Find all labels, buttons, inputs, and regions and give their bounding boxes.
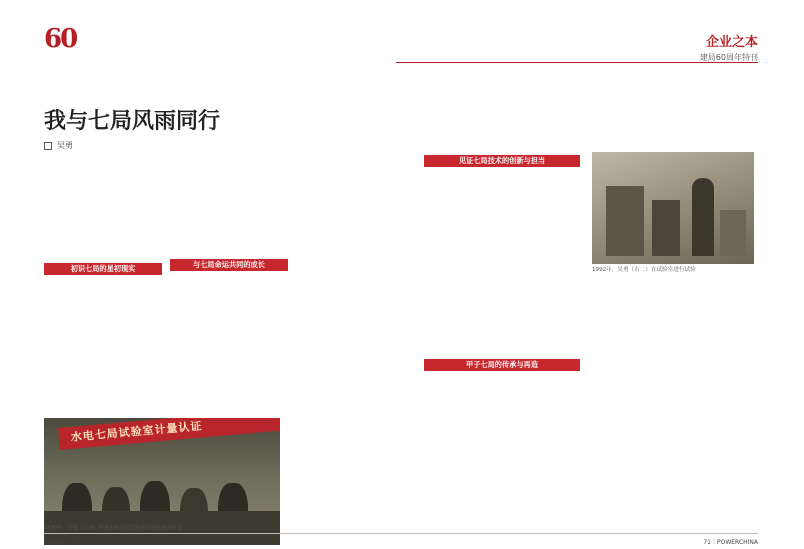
column-header xyxy=(700,31,758,63)
lab-equipment xyxy=(606,186,644,256)
author-name: 吴勇 xyxy=(57,141,73,150)
header-divider xyxy=(396,62,758,63)
author-line xyxy=(44,140,73,151)
column-2-top xyxy=(170,152,288,256)
meeting-photo-caption: 1990年，吴勇（左四）参加水电七局试验室计量认证评审会 xyxy=(44,525,182,531)
anniversary-logo xyxy=(44,24,88,54)
column-4-bottom xyxy=(424,374,580,526)
lab-photo xyxy=(592,152,754,264)
author-marker-icon xyxy=(44,142,52,150)
column-5-bottom xyxy=(592,398,754,528)
lab-worker xyxy=(692,178,714,256)
section-heading-1: 初识七局的星初现实 xyxy=(44,263,162,275)
column-sub: 建局60周年特刊 xyxy=(699,53,758,62)
photo-banner: 水电七局试验室计量认证 xyxy=(58,418,280,450)
lab-equipment xyxy=(720,210,746,256)
column-4-middle xyxy=(424,170,580,356)
lab-equipment xyxy=(652,200,680,256)
column-5-top xyxy=(592,276,754,396)
column-1-top xyxy=(44,152,162,260)
column-1-bottom xyxy=(44,279,162,413)
footer-divider xyxy=(44,533,758,534)
logo-number: 60 xyxy=(44,24,77,54)
lab-photo-caption: 1992年，吴勇（右二）在试验室进行试验 xyxy=(592,267,696,273)
section-heading-4: 甲子七局的传承与再造 xyxy=(424,359,580,371)
footer-left: 水电建设｜70 xyxy=(44,539,82,546)
section-heading-2: 与七局命运共同的成长 xyxy=(170,259,288,271)
column-3 xyxy=(297,152,387,532)
article-title: 我与七局风雨同行 xyxy=(44,109,221,134)
column-name: 企业之本 xyxy=(705,35,758,50)
footer-right: 71｜POWERCHINA xyxy=(703,539,758,546)
section-heading-3: 见证七局技术的创新与担当 xyxy=(424,155,580,167)
column-2-bottom xyxy=(170,275,288,411)
